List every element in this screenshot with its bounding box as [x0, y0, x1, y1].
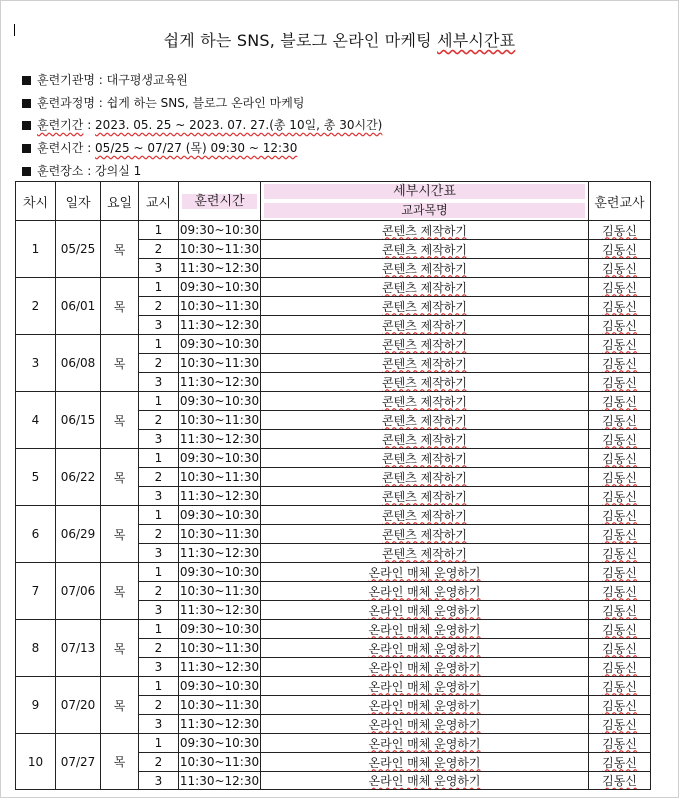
subject-cell: 콘텐츠 제작하기 — [261, 392, 589, 411]
session-day: 목 — [101, 335, 139, 392]
session-number: 5 — [16, 449, 56, 506]
subject-cell: 온라인 매체 운영하기 — [261, 658, 589, 677]
session-day: 목 — [101, 221, 139, 278]
time-cell: 11:30~12:30 — [179, 373, 261, 392]
time-cell: 10:30~11:30 — [179, 582, 261, 601]
info-value: 대구평생교육원 — [106, 73, 188, 87]
subject-cell: 온라인 매체 운영하기 — [261, 772, 589, 790]
info-label: 훈련장소 — [37, 164, 84, 178]
session-number: 2 — [16, 278, 56, 335]
period-cell: 1 — [139, 734, 179, 753]
session-date: 06/15 — [56, 392, 101, 449]
time-cell: 10:30~11:30 — [179, 525, 261, 544]
time-cell: 10:30~11:30 — [179, 354, 261, 373]
session-number: 3 — [16, 335, 56, 392]
session-number: 8 — [16, 620, 56, 677]
subject-cell: 콘텐츠 제작하기 — [261, 544, 589, 563]
time-cell: 10:30~11:30 — [179, 696, 261, 715]
period-cell: 2 — [139, 639, 179, 658]
teacher-cell: 김동신 — [589, 468, 651, 487]
period-cell: 2 — [139, 411, 179, 430]
teacher-cell: 김동신 — [589, 677, 651, 696]
period-cell: 3 — [139, 259, 179, 278]
teacher-cell: 김동신 — [589, 297, 651, 316]
period-cell: 1 — [139, 506, 179, 525]
time-cell: 11:30~12:30 — [179, 316, 261, 335]
period-cell: 1 — [139, 392, 179, 411]
session-date: 06/22 — [56, 449, 101, 506]
session-date: 07/13 — [56, 620, 101, 677]
session-number: 6 — [16, 506, 56, 563]
session-date: 06/08 — [56, 335, 101, 392]
period-cell: 3 — [139, 316, 179, 335]
teacher-cell: 김동신 — [589, 715, 651, 734]
table-row — [16, 620, 651, 639]
teacher-cell: 김동신 — [589, 240, 651, 259]
session-date: 07/06 — [56, 563, 101, 620]
header-schedule: 세부시간표 — [261, 182, 589, 202]
session-date: 06/01 — [56, 278, 101, 335]
table-row — [16, 278, 651, 297]
time-cell: 11:30~12:30 — [179, 487, 261, 506]
time-cell: 11:30~12:30 — [179, 658, 261, 677]
teacher-cell: 김동신 — [589, 430, 651, 449]
period-cell: 1 — [139, 278, 179, 297]
table-row — [16, 506, 651, 525]
subject-cell: 온라인 매체 운영하기 — [261, 677, 589, 696]
teacher-cell: 김동신 — [589, 411, 651, 430]
teacher-cell: 김동신 — [589, 696, 651, 715]
header-day: 요일 — [101, 182, 139, 221]
teacher-cell: 김동신 — [589, 734, 651, 753]
subject-cell: 콘텐츠 제작하기 — [261, 430, 589, 449]
session-day: 목 — [101, 677, 139, 734]
period-cell: 1 — [139, 620, 179, 639]
info-label: 훈련기관명 — [37, 73, 95, 87]
time-cell: 10:30~11:30 — [179, 297, 261, 316]
subject-cell: 온라인 매체 운영하기 — [261, 753, 589, 772]
subject-cell: 콘텐츠 제작하기 — [261, 221, 589, 240]
time-cell: 09:30~10:30 — [179, 221, 261, 240]
session-day: 목 — [101, 278, 139, 335]
table-row — [16, 449, 651, 468]
period-cell: 1 — [139, 335, 179, 354]
time-cell: 10:30~11:30 — [179, 468, 261, 487]
teacher-cell: 김동신 — [589, 772, 651, 790]
info-value: 2023. 05. 25 ~ 2023. 07. 27.(총 10일, 총 30시간) — [95, 118, 383, 132]
subject-cell: 온라인 매체 운영하기 — [261, 582, 589, 601]
period-cell: 2 — [139, 297, 179, 316]
subject-cell: 콘텐츠 제작하기 — [261, 525, 589, 544]
period-cell: 3 — [139, 715, 179, 734]
info-value: 05/25 ~ 07/27 (목) 09:30 ~ 12:30 — [95, 141, 298, 155]
subject-cell: 콘텐츠 제작하기 — [261, 449, 589, 468]
bullet-square-icon — [22, 167, 31, 176]
time-cell: 10:30~11:30 — [179, 240, 261, 259]
subject-cell: 온라인 매체 운영하기 — [261, 715, 589, 734]
teacher-cell: 김동신 — [589, 544, 651, 563]
period-cell: 3 — [139, 772, 179, 790]
info-value: 강의실 1 — [95, 164, 142, 178]
table-row — [16, 563, 651, 582]
teacher-cell: 김동신 — [589, 221, 651, 240]
period-cell: 2 — [139, 753, 179, 772]
subject-cell: 온라인 매체 운영하기 — [261, 639, 589, 658]
subject-cell: 콘텐츠 제작하기 — [261, 354, 589, 373]
period-cell: 3 — [139, 658, 179, 677]
time-cell: 11:30~12:30 — [179, 773, 260, 788]
period-cell: 1 — [139, 221, 179, 240]
period-cell: 3 — [139, 544, 179, 563]
table-row — [16, 392, 651, 411]
bullet-square-icon — [22, 144, 31, 153]
info-value: 쉽게 하는 SNS, 블로그 온라인 마케팅 — [106, 96, 305, 110]
time-cell: 09:30~10:30 — [179, 734, 261, 753]
subject-cell: 콘텐츠 제작하기 — [261, 506, 589, 525]
teacher-cell: 김동신 — [589, 449, 651, 468]
subject-cell: 콘텐츠 제작하기 — [261, 487, 589, 506]
session-date: 06/29 — [56, 506, 101, 563]
period-cell: 2 — [139, 582, 179, 601]
period-cell: 2 — [139, 696, 179, 715]
time-cell: 11:30~12:30 — [179, 259, 261, 278]
table-row — [16, 677, 651, 696]
period-cell: 1 — [139, 677, 179, 696]
teacher-cell: 김동신 — [589, 620, 651, 639]
schedule-table — [15, 181, 651, 790]
time-cell: 11:30~12:30 — [179, 601, 261, 620]
title-wavy: 세부시간표 — [437, 31, 516, 50]
subject-cell: 온라인 매체 운영하기 — [261, 620, 589, 639]
session-day: 목 — [101, 392, 139, 449]
teacher-cell: 김동신 — [589, 392, 651, 411]
time-cell: 09:30~10:30 — [179, 677, 261, 696]
teacher-cell: 김동신 — [589, 335, 651, 354]
subject-cell: 콘텐츠 제작하기 — [261, 411, 589, 430]
session-date: 07/20 — [56, 677, 101, 734]
time-cell: 10:30~11:30 — [179, 639, 261, 658]
time-cell: 09:30~10:30 — [179, 392, 261, 411]
time-cell: 09:30~10:30 — [179, 563, 261, 582]
session-day: 목 — [101, 734, 139, 790]
teacher-cell: 김동신 — [589, 753, 651, 772]
info-label: 훈련기간 — [37, 118, 84, 132]
session-date: 07/27 — [56, 734, 101, 790]
time-cell: 09:30~10:30 — [179, 278, 261, 297]
document-title[interactable] — [0, 28, 679, 51]
session-day: 목 — [101, 506, 139, 563]
subject-cell: 콘텐츠 제작하기 — [261, 278, 589, 297]
teacher-cell: 김동신 — [589, 373, 651, 392]
time-cell: 10:30~11:30 — [179, 411, 261, 430]
period-cell: 3 — [139, 373, 179, 392]
subject-cell: 콘텐츠 제작하기 — [261, 316, 589, 335]
session-number: 1 — [16, 221, 56, 278]
time-cell: 09:30~10:30 — [179, 506, 261, 525]
header-date: 일자 — [56, 182, 101, 221]
period-cell: 2 — [139, 354, 179, 373]
period-cell: 3 — [139, 430, 179, 449]
subject-cell: 온라인 매체 운영하기 — [261, 601, 589, 620]
session-day: 목 — [101, 620, 139, 677]
header-period: 교시 — [139, 182, 179, 221]
session-day: 목 — [101, 449, 139, 506]
session-day: 목 — [101, 563, 139, 620]
teacher-cell: 김동신 — [589, 487, 651, 506]
session-number: 4 — [16, 392, 56, 449]
table-row — [16, 734, 651, 753]
teacher-cell: 김동신 — [589, 278, 651, 297]
period-cell: 3 — [139, 487, 179, 506]
bullet-square-icon — [22, 121, 31, 130]
teacher-cell: 김동신 — [589, 259, 651, 278]
session-number: 9 — [16, 677, 56, 734]
info-hours[interactable]: 훈련시간 : 05/25 ~ 07/27 (목) 09:30 ~ 12:30 — [22, 141, 297, 155]
info-label: 훈련과정명 — [37, 96, 95, 110]
time-cell: 10:30~11:30 — [179, 753, 261, 772]
time-cell: 09:30~10:30 — [179, 335, 261, 354]
time-cell: 09:30~10:30 — [179, 620, 261, 639]
info-label: 훈련시간 — [37, 141, 84, 155]
subject-cell: 콘텐츠 제작하기 — [261, 335, 589, 354]
subject-cell: 콘텐츠 제작하기 — [261, 297, 589, 316]
header-subject: 교과목명 — [261, 202, 589, 221]
period-cell: 1 — [139, 563, 179, 582]
bullet-square-icon — [22, 99, 31, 108]
session-number: 10 — [16, 734, 56, 790]
table-row — [16, 335, 651, 354]
subject-cell: 온라인 매체 운영하기 — [261, 563, 589, 582]
teacher-cell: 김동신 — [589, 639, 651, 658]
period-cell: 2 — [139, 468, 179, 487]
subject-cell: 콘텐츠 제작하기 — [261, 468, 589, 487]
teacher-cell: 김동신 — [589, 506, 651, 525]
header-session: 차시 — [16, 182, 56, 221]
header-teacher: 훈련교사 — [589, 182, 651, 221]
info-period[interactable]: 훈련기간 : 2023. 05. 25 ~ 2023. 07. 27.(총 10일, 총 30시간) — [22, 118, 382, 132]
time-cell: 11:30~12:30 — [179, 430, 261, 449]
subject-cell: 온라인 매체 운영하기 — [261, 734, 589, 753]
session-number: 7 — [16, 563, 56, 620]
title-prefix: 쉽게 하는 SNS, 블로그 온라인 마케팅 — [163, 31, 438, 50]
teacher-cell: 김동신 — [589, 354, 651, 373]
subject-cell: 콘텐츠 제작하기 — [261, 373, 589, 392]
teacher-cell: 김동신 — [589, 563, 651, 582]
period-cell: 2 — [139, 240, 179, 259]
table-row — [16, 221, 651, 240]
period-cell: 2 — [139, 525, 179, 544]
teacher-cell: 김동신 — [589, 525, 651, 544]
time-cell: 11:30~12:30 — [179, 544, 261, 563]
info-institution[interactable]: 훈련기관명 : 대구평생교육원 — [22, 73, 188, 87]
subject-cell: 콘텐츠 제작하기 — [261, 240, 589, 259]
time-cell: 11:30~12:30 — [179, 715, 261, 734]
session-date: 05/25 — [56, 221, 101, 278]
header-time: 훈련시간 — [179, 182, 261, 221]
subject-cell: 콘텐츠 제작하기 — [261, 259, 589, 278]
teacher-cell: 김동신 — [589, 316, 651, 335]
teacher-cell: 김동신 — [589, 658, 651, 677]
info-course[interactable]: 훈련과정명 : 쉽게 하는 SNS, 블로그 온라인 마케팅 — [22, 96, 304, 110]
subject-cell: 온라인 매체 운영하기 — [261, 696, 589, 715]
teacher-cell: 김동신 — [589, 601, 651, 620]
time-cell: 09:30~10:30 — [179, 449, 261, 468]
info-room[interactable]: 훈련장소 : 강의실 1 — [22, 164, 141, 178]
schedule-body — [16, 221, 651, 790]
teacher-cell: 김동신 — [589, 582, 651, 601]
period-cell: 1 — [139, 449, 179, 468]
period-cell: 3 — [139, 601, 179, 620]
bullet-square-icon — [22, 76, 31, 85]
